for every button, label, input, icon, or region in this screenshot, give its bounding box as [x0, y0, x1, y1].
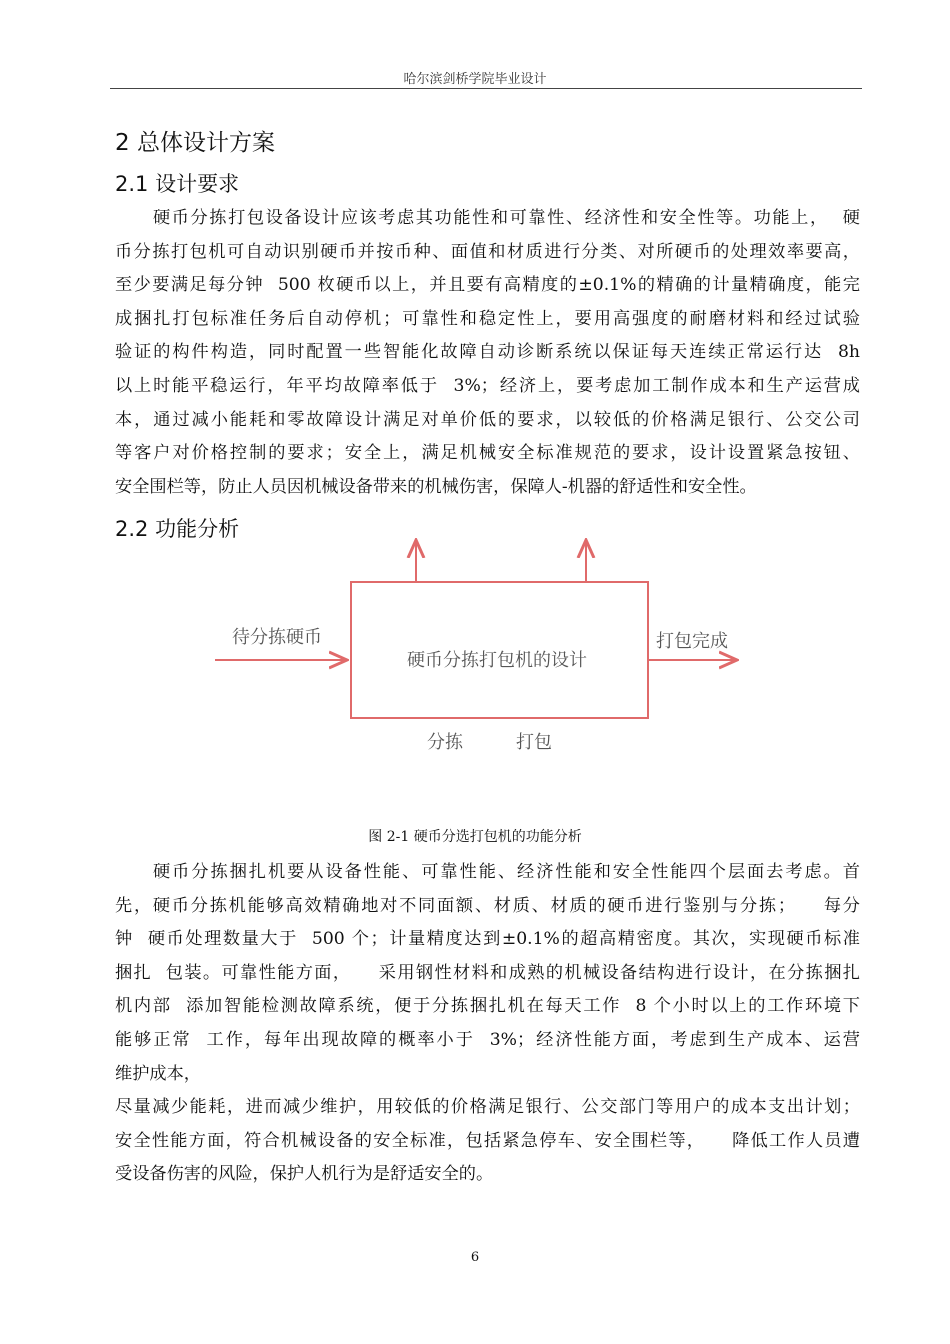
diagram-sub-pack: 打包	[516, 732, 552, 753]
text-line: 受设备伤害的风险，保护人机行为是舒适安全的。	[115, 1164, 494, 1185]
text-line: 先，硬币分拣机能够高效精确地对不同面额、材质、材质的硬币进行鉴别与分拣； 每分	[115, 895, 860, 916]
section-heading-2-2: 2.2 功能分析	[115, 517, 240, 541]
text-line: 验证的构件构造，同时配置一些智能化故障自动诊断系统以保证每天连续正常运行达 8h	[115, 342, 860, 363]
chapter-heading: 2 总体设计方案	[115, 130, 275, 156]
paragraph-function-analysis	[115, 856, 860, 1192]
text-line: 币分拣打包机可自动识别硬币并按币种、面值和材质进行分类、对所硬币的处理效率要高，	[115, 241, 860, 262]
text-line: 捆扎 包装。可靠性能方面， 采用钢性材料和成熟的机械设备结构进行设计，在分拣捆扎	[115, 962, 860, 983]
text-line: 硬币分拣捆扎机要从设备性能、可靠性能、经济性能和安全性能四个层面去考虑。首	[153, 862, 860, 882]
section-heading-2-1: 2.1 设计要求	[115, 172, 240, 196]
text-line: 维护成本，	[115, 1063, 201, 1084]
text-line: 以上时能平稳运行，年平均故障率低于 3%；经济上，要考虑加工制作成本和生产运营成	[115, 375, 860, 396]
diagram-sub-sort: 分拣	[427, 732, 463, 753]
text-line: 本，通过减小能耗和零故障设计满足对单价低的要求，以较低的价格满足银行、公交公司	[115, 409, 860, 430]
text-line: 机内部 添加智能检测故障系统，便于分拣捆扎机在每天工作 8 个小时以上的工作环境下	[115, 996, 860, 1017]
text-line: 等客户对价格控制的要求；安全上，满足机械安全标准规范的要求，设计设置紧急按钮、	[115, 443, 860, 464]
figure-caption: 图 2-1 硬币分选打包机的功能分析	[368, 829, 582, 845]
text-line: 安全性能方面，符合机械设备的安全标准，包括紧急停车、安全围栏等， 降低工作人员遭	[115, 1130, 860, 1151]
text-line: 硬币分拣打包设备设计应该考虑其功能性和可靠性、经济性和安全性等。功能上， 硬	[153, 208, 860, 228]
text-line: 成捆扎打包标准任务后自动停机；可靠性和稳定性上，要用高强度的耐磨材料和经过试验	[115, 308, 860, 329]
header-rule	[110, 88, 862, 89]
text-line: 至少要满足每分钟 500 枚硬币以上，并且要有高精度的±0.1%的精确的计量精确度，能完	[115, 275, 860, 296]
paragraph-design-requirements	[115, 202, 860, 504]
function-analysis-diagram	[0, 530, 950, 770]
text-line: 钟 硬币处理数量大于 500 个；计量精度达到±0.1%的超高精密度。其次，实现硬币标准	[115, 929, 860, 950]
page-number: 6	[470, 1250, 480, 1265]
text-line: 尽量减少能耗，进而减少维护，用较低的价格满足银行、公交部门等用户的成本支出计划；	[115, 1097, 860, 1118]
running-header: 哈尔滨剑桥学院毕业设计	[403, 72, 547, 87]
diagram-box-label: 硬币分拣打包机的设计	[407, 650, 587, 671]
diagram-input-label: 待分拣硬币	[232, 627, 322, 648]
diagram-output-label: 打包完成	[656, 631, 728, 652]
text-line: 安全围栏等，防止人员因机械设备带来的机械伤害，保障人-机器的舒适性和安全性。	[115, 476, 757, 497]
text-line: 能够正常 工作，每年出现故障的概率小于 3%；经济性能方面，考虑到生产成本、运营	[115, 1029, 860, 1050]
